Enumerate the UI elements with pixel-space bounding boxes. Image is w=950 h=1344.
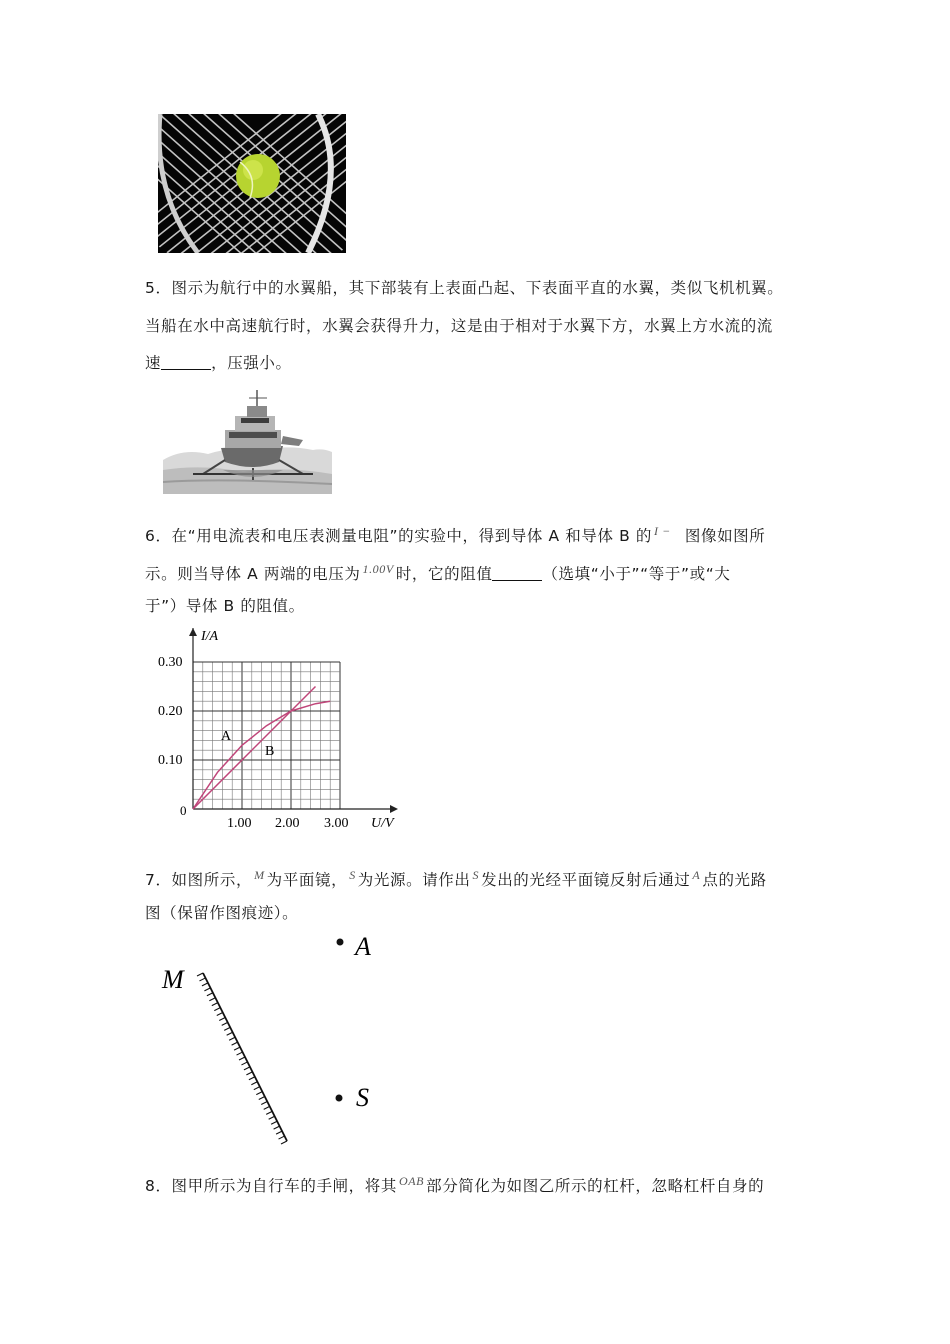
q6-answer-blank[interactable]	[492, 566, 542, 581]
hatch-mark	[269, 1116, 275, 1119]
q6-text-1b: 图像如图所	[684, 527, 766, 545]
ytick-2: 0.20	[158, 704, 183, 719]
q7-text-1d: 发出的光经平面镜反射后通过	[481, 871, 691, 889]
xtick-3: 3.00	[324, 816, 349, 831]
mirror-diagram	[150, 925, 390, 1150]
q7-line-1	[145, 865, 767, 890]
hatch-mark	[281, 1141, 287, 1144]
point-s-label: S	[356, 1083, 369, 1112]
q7-math-s2: S	[472, 868, 480, 882]
hatch-mark	[217, 1013, 223, 1016]
q7-text-1a: 7．如图所示，	[145, 871, 253, 889]
iu-graph	[150, 624, 410, 834]
xtick-2: 2.00	[275, 816, 300, 831]
hatch-mark	[261, 1101, 267, 1104]
q6-line-2	[145, 559, 730, 584]
hydrofoil-boat-photo	[163, 388, 332, 494]
hatch-mark	[229, 1037, 235, 1040]
point-s-dot	[336, 1095, 343, 1102]
hatch-mark	[239, 1057, 245, 1060]
q6-line-1	[145, 521, 765, 546]
curve-b-label: B	[265, 744, 275, 759]
hatch-mark	[234, 1047, 240, 1050]
graph-xlabel: U/V	[371, 816, 394, 831]
ytick-1: 0.10	[158, 753, 183, 768]
hatch-mark	[197, 973, 203, 976]
hatch-mark	[237, 1052, 243, 1055]
q6-math-voltage: 1.00V	[362, 562, 394, 576]
hatch-mark	[232, 1042, 238, 1045]
ytick-3: 0.30	[158, 655, 183, 670]
q5-line-3	[145, 353, 292, 373]
hatch-mark	[274, 1126, 280, 1129]
hatch-mark	[207, 993, 213, 996]
hatch-mark	[204, 988, 210, 991]
q6-math-iu: I −	[653, 524, 671, 538]
q7-math-a: A	[692, 868, 701, 882]
hatch-mark	[271, 1121, 277, 1124]
point-a-label: A	[355, 932, 371, 961]
hatch-mark	[251, 1082, 257, 1085]
hatch-mark	[266, 1111, 272, 1114]
q8-line-1	[145, 1171, 764, 1196]
hatch-mark	[224, 1027, 230, 1030]
q5-text-2: 当船在水中高速航行时，水翼会获得升力，这是由于相对于水翼下方，水翼上方水流的流	[145, 317, 773, 335]
hatch-mark	[202, 983, 208, 986]
hatch-mark	[254, 1087, 260, 1090]
hatch-mark	[246, 1072, 252, 1075]
hatch-mark	[244, 1067, 250, 1070]
hatch-mark	[214, 1008, 220, 1011]
q7-text-1c: 为光源。请作出	[357, 871, 471, 889]
q5-text-3a: 速	[145, 354, 162, 372]
mirror-hatching	[197, 973, 287, 1144]
hatch-mark	[209, 998, 215, 1001]
q5-line-2	[145, 316, 773, 336]
q7-math-s1: S	[349, 868, 356, 882]
q6-text-1a: 6．在“用电流表和电压表测量电阻”的实验中，得到导体 A 和导体 B 的	[145, 527, 652, 545]
tennis-racket-photo	[158, 114, 346, 253]
q7-text-1b: 为平面镜，	[266, 871, 348, 889]
q5-text-1: 5．图示为航行中的水翼船，其下部装有上表面凸起、下表面平直的水翼，类似飞机机翼。	[145, 279, 784, 297]
q8-text-1a: 8．图甲所示为自行车的手闸，将其	[145, 1177, 397, 1195]
hatch-mark	[279, 1136, 285, 1139]
q7-text-1e: 点的光路	[702, 871, 767, 889]
hatch-mark	[212, 1003, 218, 1006]
mirror-label-m: M	[162, 965, 184, 994]
q7-line-2	[145, 903, 298, 923]
q6-text-2c: （选填“小于”“等于”或“大	[542, 565, 731, 583]
q6-text-2b: 时，它的阻值	[395, 565, 493, 583]
xtick-1: 1.00	[227, 816, 252, 831]
hatch-mark	[249, 1077, 255, 1080]
q6-text-3: 于”）导体 B 的阻值。	[145, 597, 305, 615]
q5-line-1	[145, 278, 783, 298]
hatch-mark	[199, 978, 205, 981]
q5-text-3b: ，压强小。	[211, 354, 292, 372]
q5-answer-blank[interactable]	[161, 355, 211, 370]
hatch-mark	[276, 1131, 282, 1134]
point-a-dot	[337, 939, 344, 946]
graph-origin: 0	[180, 803, 187, 818]
hatch-mark	[259, 1097, 265, 1100]
q8-math-oab: OAB	[398, 1174, 425, 1188]
curve-a-label: A	[221, 729, 232, 744]
graph-ylabel: I/A	[201, 629, 219, 644]
hatch-mark	[227, 1032, 233, 1035]
q6-line-3	[145, 596, 305, 616]
hatch-mark	[219, 1017, 225, 1020]
hatch-mark	[256, 1092, 262, 1095]
q8-text-1b: 部分简化为如图乙所示的杠杆，忽略杠杆自身的	[426, 1177, 765, 1195]
q7-text-2: 图（保留作图痕迹）。	[145, 904, 299, 922]
hatch-mark	[241, 1062, 247, 1065]
hatch-mark	[222, 1022, 228, 1025]
q6-text-2a: 示。则当导体 A 两端的电压为	[145, 565, 361, 583]
q7-math-m: M	[254, 868, 265, 882]
curve-b	[193, 687, 316, 810]
hatch-mark	[264, 1106, 270, 1109]
